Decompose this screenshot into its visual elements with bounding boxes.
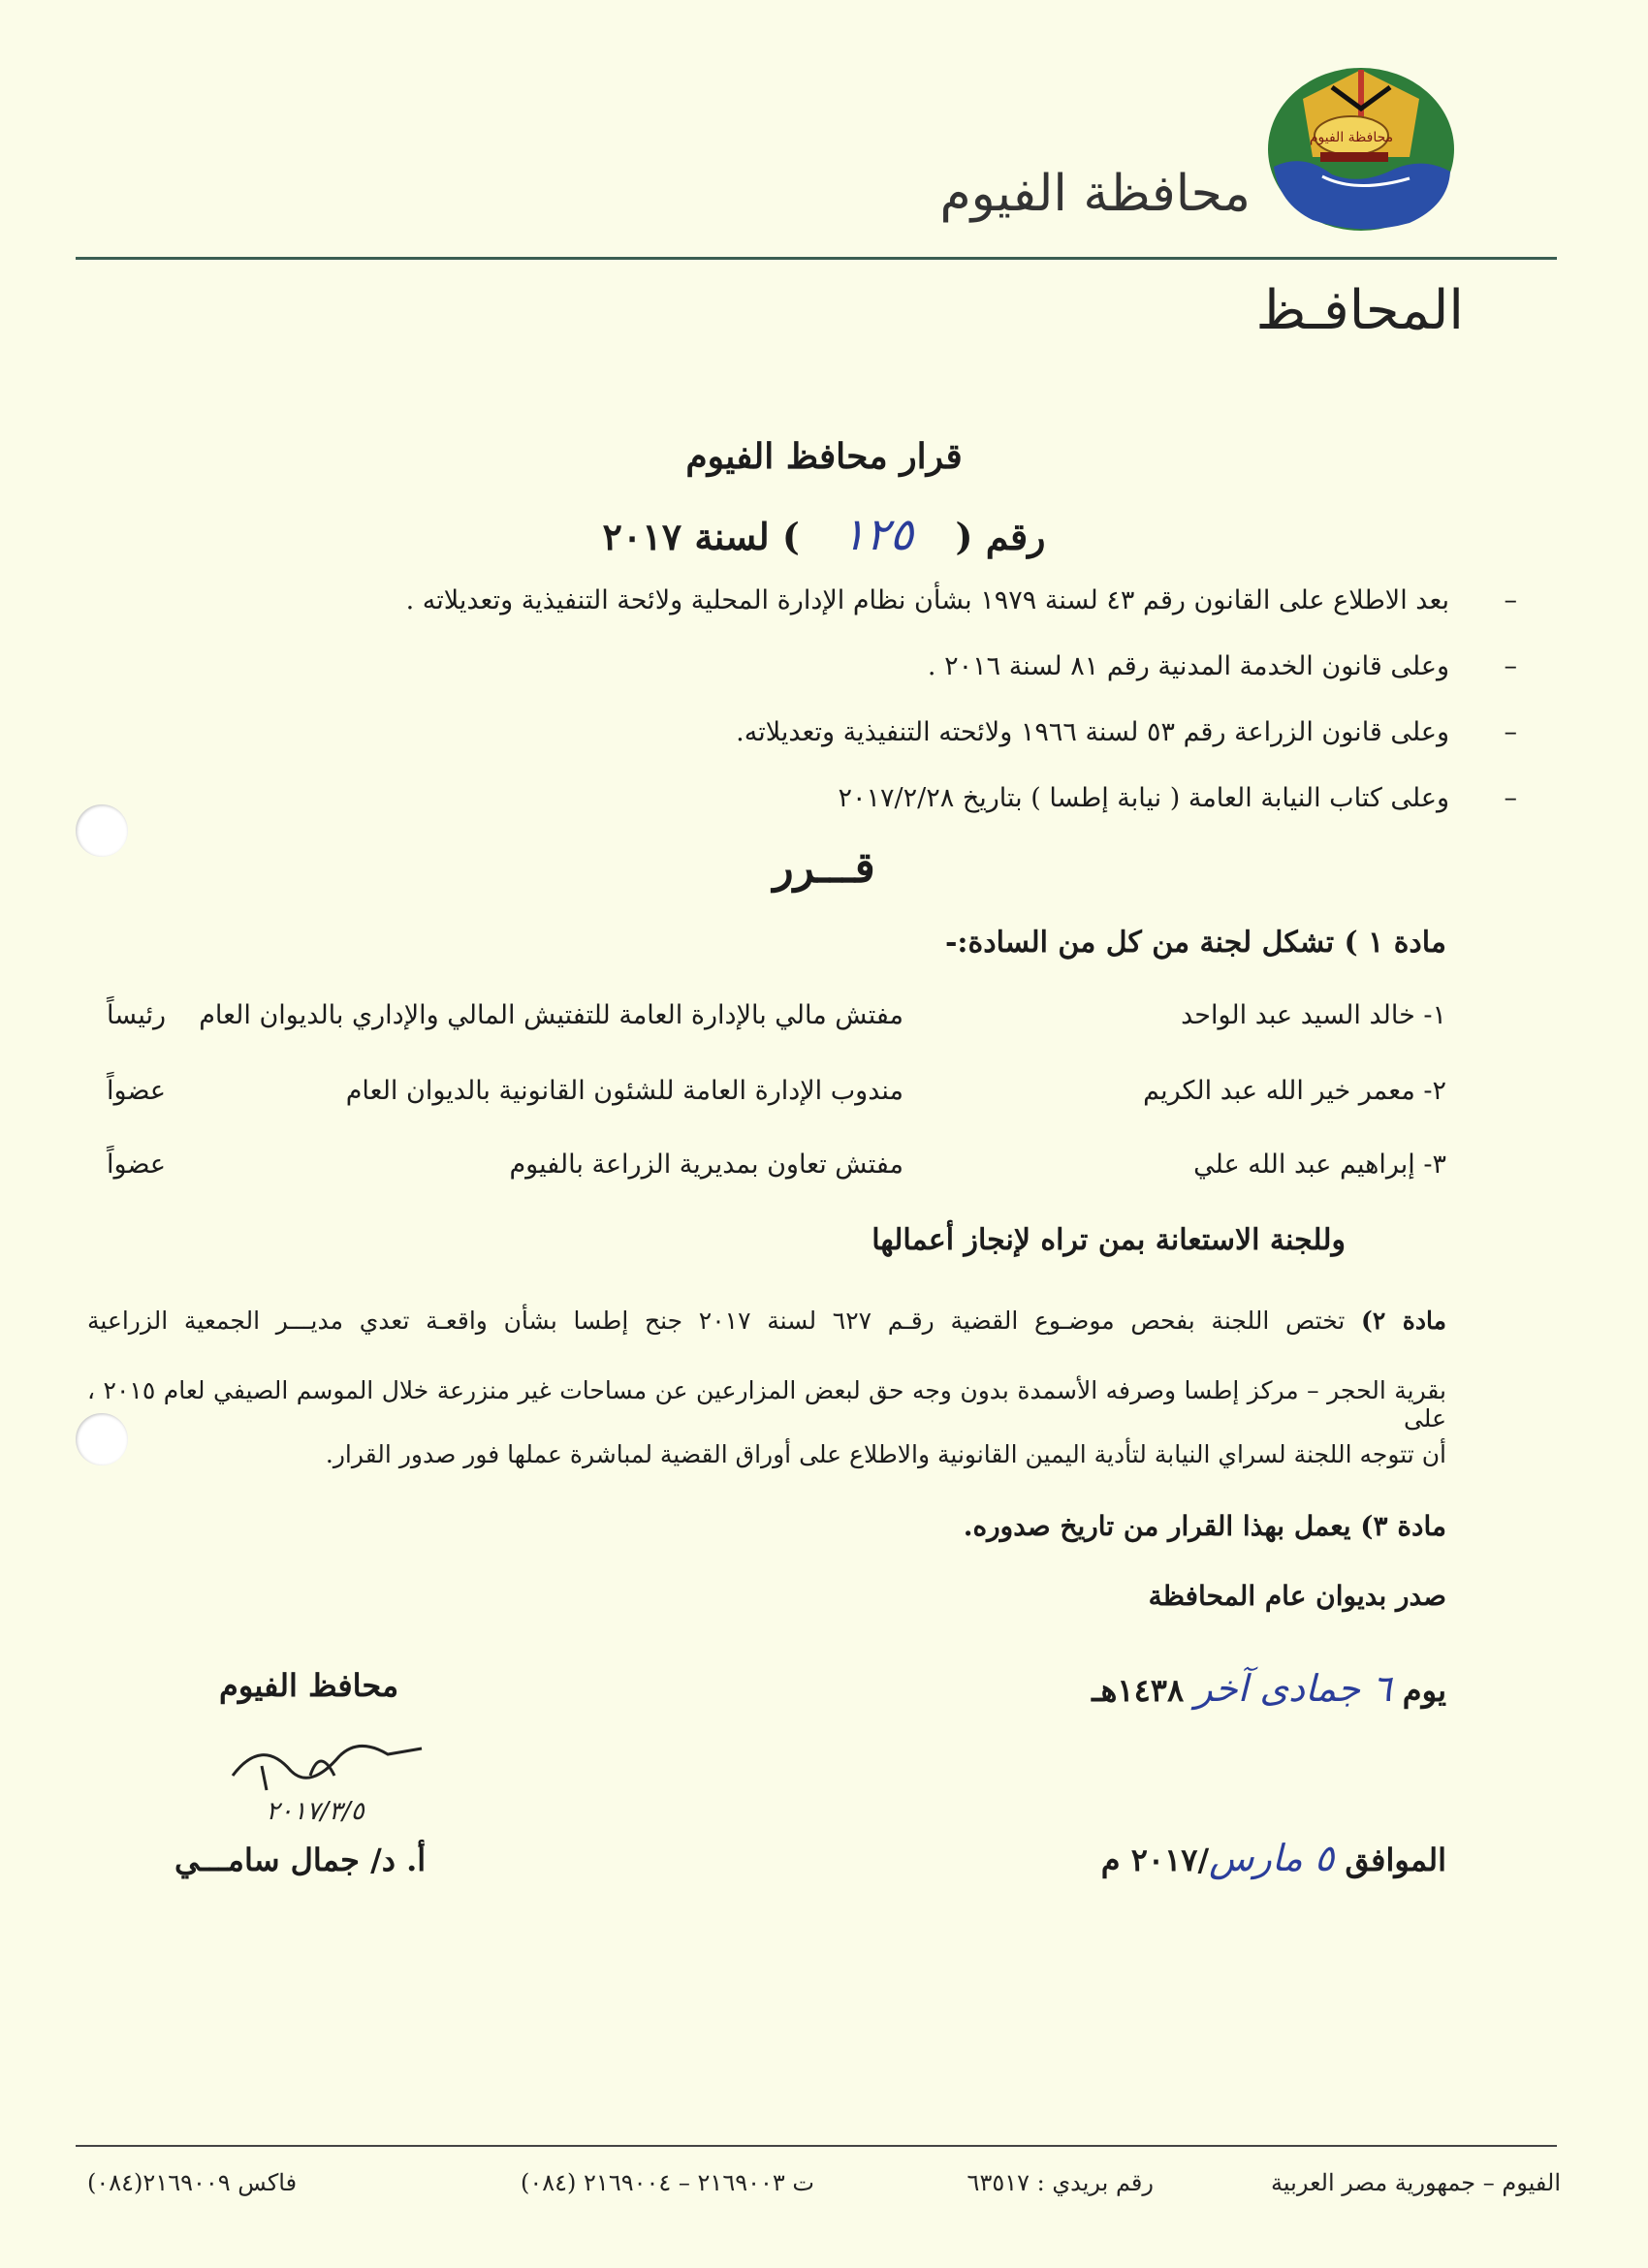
article-2-label: مادة ٢): [1361, 1307, 1446, 1335]
member-role: رئيساً: [107, 1000, 167, 1030]
date-gregorian: الموافق ٥ مارس/٢٠١٧ م: [1100, 1837, 1446, 1879]
punch-hole: [76, 804, 128, 857]
governorate-logo: [1264, 60, 1458, 233]
preamble-item: – بعد الاطلاع على القانون رقم ٤٣ لسنة ١٩٧٩ بشأن نظام الإدارة المحلية ولائحة التنفيذية وتعديلاته .: [405, 585, 1517, 615]
committee-member-row: [107, 1076, 1446, 1118]
date-greg-handwritten: ٥ مارس: [1209, 1837, 1335, 1879]
member-name: ٢- معمر خير الله عبد الكريم: [1143, 1076, 1446, 1106]
committee-member-row: [107, 1150, 1446, 1192]
article-2-line: بقرية الحجر – مركز إطسا وصرفه الأسمدة بدون وجه حق لبعض المزارعين عن مساحات غير منزرعة خلال الموسم الصيفي لعام ٢٠١٥ ، على: [87, 1376, 1447, 1433]
preamble-item: – وعلى كتاب النيابة العامة ( نيابة إطسا ) بتاريخ ٢٠١٧/٢/٢٨: [838, 783, 1517, 813]
preamble-item: – وعلى قانون الخدمة المدنية رقم ٨١ لسنة ٢٠١٦ .: [927, 651, 1517, 681]
signature-image: [194, 1717, 436, 1834]
member-role: عضواً: [107, 1076, 166, 1106]
assistance-clause: وللجنة الاستعانة بمن تراه لإنجاز أعمالها: [872, 1223, 1346, 1257]
footer-rule: [76, 2145, 1557, 2147]
date-hijri-handwritten: ٦ جمادى آخر: [1194, 1667, 1392, 1710]
preamble-item: – وعلى قانون الزراعة رقم ٥٣ لسنة ١٩٦٦ ولائحته التنفيذية وتعديلاته.: [736, 717, 1517, 747]
article-1-heading: مادة ١ ) تشكل لجنة من كل من السادة:-: [944, 926, 1446, 960]
article-2-line: أن تتوجه اللجنة لسراي النيابة لتأدية اليمين القانونية والاطلاع على أوراق القضية لمباشرة عملها فور صدور القرار.: [325, 1440, 1446, 1468]
footer: [87, 2169, 1561, 2208]
committee-member-row: [107, 1000, 1446, 1043]
member-role: عضواً: [107, 1150, 166, 1180]
issued-at: صدر بديوان عام المحافظة: [1148, 1580, 1446, 1612]
org-name: محافظة الفيوم: [939, 165, 1251, 223]
article-2-line: مادة ٢) تختص اللجنة بفحص موضـوع القضية رقـم ٦٢٧ لسنة ٢٠١٧ جنح إطسا بشأن واقعـة تعدي مديـــر الجمعية الزراعية: [87, 1307, 1446, 1335]
footer-phone: ت ٢١٦٩٠٠٣ – ٢١٦٩٠٠٤ (٠٨٤): [520, 2169, 814, 2196]
punch-hole: [76, 1413, 128, 1465]
decree-number: [0, 508, 1648, 560]
logo-text: محافظة الفيوم: [1309, 130, 1394, 145]
decides-heading: قـــرر: [773, 843, 875, 893]
member-title: مندوب الإدارة العامة للشئون القانونية بالديوان العام: [345, 1076, 903, 1106]
date-hijri: يوم ٦ جمادى آخر ١٤٣٨هـ: [1092, 1667, 1446, 1710]
member-title: مفتش مالي بالإدارة العامة للتفتيش المالي والإداري بالديوان العام: [199, 1000, 903, 1030]
footer-fax: فاكس ٢١٦٩٠٠٩(٠٨٤): [87, 2169, 298, 2196]
member-name: ١- خالد السيد عبد الواحد: [1181, 1000, 1446, 1030]
decree-title: قرار محافظ الفيوم: [685, 436, 963, 477]
header-rule: [76, 257, 1557, 260]
decree-number-suffix: ) لسنة ٢٠١٧: [602, 515, 800, 558]
signatory-title: محافظ الفيوم: [219, 1667, 399, 1704]
signature-date: ٢٠١٧/٣/٥: [266, 1797, 364, 1826]
member-title: مفتش تعاون بمديرية الزراعة بالفيوم: [509, 1150, 903, 1180]
signatory-name: أ. د/ جمال سامـــي: [174, 1842, 427, 1878]
member-name: ٣- إبراهيم عبد الله علي: [1193, 1150, 1446, 1180]
decree-number-prefix: رقم (: [955, 515, 1046, 558]
footer-address: الفيوم – جمهورية مصر العربية: [1271, 2169, 1561, 2196]
office-title: المحافـظ: [1255, 279, 1464, 342]
footer-postal: رقم بريدي : ٦٣٥١٧: [967, 2169, 1154, 2196]
decree-number-handwritten: ١٢٥: [841, 508, 914, 560]
article-3: مادة ٣) يعمل بهذا القرار من تاريخ صدوره.: [963, 1510, 1446, 1542]
